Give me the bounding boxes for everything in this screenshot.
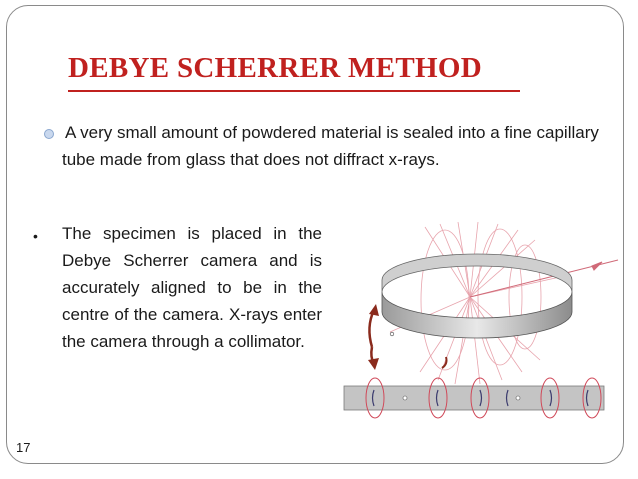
bullet-text-camera-alignment: The specimen is placed in the Debye Scherrer camera and is accurately aligned to be in the centre of the camera. X-rays enter the camera through a collimator.	[62, 224, 322, 351]
bullet-dot: •	[33, 228, 38, 244]
round-bullet-icon	[44, 129, 54, 139]
debye-scherrer-camera-diagram	[330, 222, 620, 422]
bullet-text-sample-prep: A very small amount of powdered material is sealed into a fine capillary tube made from glass that does not diffract x-rays.	[62, 123, 599, 169]
title-underline	[68, 90, 520, 92]
film-strip	[344, 378, 604, 418]
camera-ring	[382, 254, 572, 338]
slide-title: DEBYE SCHERRER METHOD	[68, 52, 482, 84]
diffraction-cones	[390, 222, 560, 384]
page-number: 17	[16, 440, 31, 455]
